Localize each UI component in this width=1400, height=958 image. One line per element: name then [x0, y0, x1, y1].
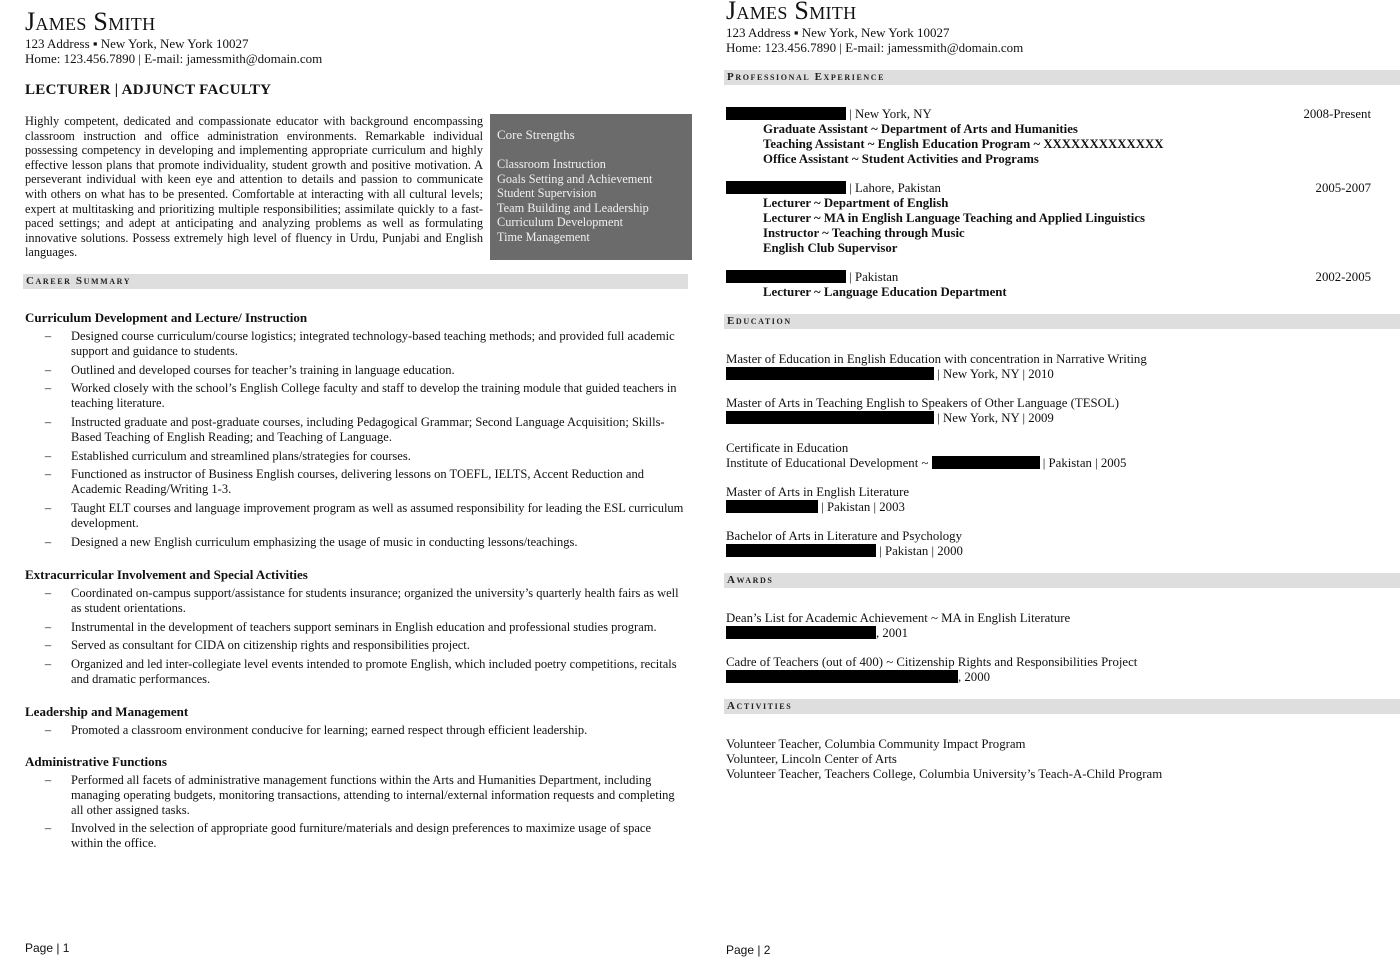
core-strength-item: Curriculum Development — [497, 215, 624, 230]
summary-group-curriculum — [25, 310, 690, 553]
degree-title: Master of Education in English Education with concentration in Narrative Writing — [726, 352, 1147, 366]
dash-bullet: – — [44, 821, 52, 836]
degree-detail-line — [726, 367, 1371, 382]
education-entry — [726, 529, 1371, 559]
education-entry — [726, 441, 1371, 471]
dash-bullet: – — [44, 362, 52, 377]
summary-group-extracurricular — [25, 567, 690, 691]
award-detail-line — [726, 670, 1371, 685]
redacted-institution — [726, 670, 958, 683]
degree-title: Master of Arts in Teaching English to Speakers of Other Language (TESOL) — [726, 396, 1119, 410]
degree-detail: | Pakistan | 2000 — [876, 544, 963, 558]
job-employer-line — [726, 270, 1371, 285]
redacted-institution — [932, 456, 1040, 469]
degree-detail-line — [726, 411, 1371, 426]
core-strengths-box — [490, 114, 692, 260]
redacted-institution — [726, 500, 818, 513]
list-item-text: Instrumental in the development of teachers support seminars in English education and professional studies program. — [71, 619, 657, 634]
experience-heading: Professional Experience — [724, 70, 1400, 85]
address-line: 123 Address ▪ New York, New York 10027 — [25, 36, 249, 51]
activities-heading: Activities — [724, 699, 1400, 714]
job-employer-line — [726, 181, 1371, 196]
degree-detail: | New York, NY | 2010 — [934, 367, 1054, 381]
list-item — [25, 773, 690, 817]
list-item — [25, 586, 690, 616]
awards-heading: Awards — [724, 573, 1400, 588]
phone-email-line: Home: 123.456.7890 | E-mail: jamessmith@domain.com — [726, 40, 1024, 55]
degree-detail-line — [726, 456, 1371, 471]
list-item — [25, 329, 690, 359]
list-item-text: Promoted a classroom environment conducive for learning; earned respect through efficient leadership. — [71, 723, 588, 737]
activity-item: Volunteer, Lincoln Center of Arts — [726, 752, 897, 766]
career-summary-heading: Career Summary — [23, 274, 688, 289]
degree-title: Master of Arts in English Literature — [726, 485, 910, 499]
dash-bullet: – — [44, 773, 52, 787]
address-line: 123 Address ▪ New York, New York 10027 — [726, 25, 950, 40]
page-number: Page | 2 — [726, 943, 771, 957]
list-item-text: Outlined and developed courses for teacher’s training in language education. — [71, 362, 455, 377]
degree-detail: | New York, NY | 2009 — [934, 411, 1054, 425]
job-title: Teaching Assistant ~ English Education Program ~ XXXXXXXXXXXXX — [763, 137, 1164, 151]
group-heading: Extracurricular Involvement and Special Activities — [25, 567, 308, 582]
job-title: Graduate Assistant ~ Department of Arts and Humanities — [763, 122, 1078, 136]
list-item-text: Performed all facets of administrative management functions within the Arts and Humanities Department, including managing operating budgets, monitoring transactions, attending to internal/external information requests and completing all other assigned tasks. — [71, 773, 675, 817]
phone-email-line: Home: 123.456.7890 | E-mail: jamessmith@domain.com — [25, 51, 323, 66]
job-years: 2002-2005 — [1315, 270, 1371, 284]
dash-bullet: – — [44, 414, 52, 429]
job-location: | Pakistan — [846, 270, 899, 284]
redacted-institution — [726, 544, 876, 557]
job-entry — [726, 181, 1371, 256]
redacted-employer — [726, 270, 846, 283]
job-title: Lecturer ~ Language Education Department — [763, 285, 1007, 299]
list-item-text: Established curriculum and streamlined plans/strategies for courses. — [71, 448, 411, 463]
job-employer-line — [726, 107, 1371, 122]
award-detail-line — [726, 626, 1371, 641]
activity-item: Volunteer Teacher, Teachers College, Columbia University’s Teach-A-Child Program — [726, 767, 1163, 781]
education-heading: Education — [724, 314, 1400, 329]
award-entry — [726, 655, 1371, 685]
core-strength-item: Time Management — [497, 229, 590, 244]
resume-page-2 — [700, 0, 1400, 958]
list-item-text: Functioned as instructor of Business English courses, delivering lessons on TOEFL, IELTS, Accent Reduction and Academic Reading/Writing 1-3. — [71, 467, 644, 497]
dash-bullet: – — [44, 500, 52, 515]
list-item-text: Taught ELT courses and language improvement program as well as assumed responsibility for leading the ESL curriculum development. — [71, 500, 684, 530]
list-item-text: Designed a new English curriculum emphasizing the usage of music in conducting lessons/teachings. — [71, 534, 578, 549]
header-block — [726, 0, 1023, 55]
award-detail: , 2000 — [958, 670, 990, 684]
core-strength-item: Goals Setting and Achievement — [497, 171, 653, 186]
dash-bullet: – — [44, 638, 52, 653]
job-title: Lecturer ~ MA in English Language Teaching and Applied Linguistics — [763, 211, 1146, 225]
job-entry — [726, 107, 1371, 167]
job-title: English Club Supervisor — [763, 241, 898, 255]
candidate-name: James Smith — [726, 0, 857, 25]
list-item — [25, 467, 690, 497]
degree-detail: | Pakistan | 2005 — [1039, 456, 1127, 470]
list-item — [25, 381, 690, 411]
job-location: | Lahore, Pakistan — [846, 181, 941, 195]
list-item — [25, 821, 690, 851]
core-strengths-title: Core Strengths — [497, 127, 575, 142]
list-item — [25, 638, 690, 653]
candidate-name: James Smith — [25, 7, 156, 36]
dash-bullet: – — [44, 467, 52, 482]
list-item-text: Organized and led inter-collegiate level events intended to promote English, which included poetry competitions, recitals and dramatic performances. — [71, 657, 677, 686]
role-title: LECTURER | ADJUNCT FACULTY — [25, 82, 272, 98]
job-years: 2005-2007 — [1315, 181, 1371, 195]
core-strength-item: Student Supervision — [497, 186, 597, 201]
list-item — [25, 620, 690, 635]
list-item-text: Worked closely with the school’s English College faculty and staff to develop the training module that guided teachers in teaching literature. — [71, 381, 677, 411]
job-entry — [726, 270, 1371, 300]
redacted-employer — [726, 181, 846, 194]
activities-list — [726, 737, 1371, 782]
award-entry — [726, 611, 1371, 641]
dash-bullet: – — [44, 381, 52, 396]
summary-group-leadership — [25, 704, 690, 742]
redacted-institution — [726, 411, 934, 424]
core-strength-item: Team Building and Leadership — [497, 200, 649, 215]
degree-detail-prefix: Institute of Educational Development ~ — [726, 456, 932, 470]
list-item-text: Involved in the selection of appropriate good furniture/materials and design preferences to maximize usage of space within the office. — [71, 821, 651, 851]
list-item — [25, 535, 690, 550]
group-heading: Administrative Functions — [25, 754, 167, 769]
list-item — [25, 501, 690, 531]
profile-summary: Highly competent, dedicated and compassionate educator with background encompassing classroom instruction and office administration environments. Remarkable individual possessing competency in developing and implementing appropriate curriculum and highly effective lesson plans that promote individuality, student growth and positive motivation. A perseverant individual with keen eye and attention to details and passion to communicate with others on what has to be presented. Comfortable at interacting with all cultural levels; expert at multitasking and prioritizing multiple responsibilities; assimilate quickly to a fast-paced settings; and adept at anticipating and analyzing problems as well as formulating innovative solutions. Possess extremely high level of fluency in Urdu, Punjabi and English languages. — [25, 114, 483, 260]
job-years: 2008-Present — [1303, 107, 1371, 121]
dash-bullet: – — [44, 723, 52, 737]
redacted-institution — [726, 626, 876, 639]
core-strength-item: Classroom Instruction — [497, 157, 606, 171]
redacted-institution — [726, 367, 934, 380]
degree-detail-line — [726, 500, 1371, 515]
education-entry — [726, 352, 1371, 382]
education-entry — [726, 485, 1371, 515]
dash-bullet: – — [44, 448, 52, 463]
award-title: Cadre of Teachers (out of 400) ~ Citizenship Rights and Responsibilities Project — [726, 655, 1138, 669]
activity-item: Volunteer Teacher, Columbia Community Impact Program — [726, 737, 1026, 751]
list-item-text: Designed course curriculum/course logistics; integrated technology-based teaching methods; and provided full academic support and guidance to students. — [71, 329, 675, 358]
degree-title: Certificate in Education — [726, 441, 849, 455]
award-detail: , 2001 — [876, 626, 908, 640]
dash-bullet: – — [44, 657, 52, 672]
degree-title: Bachelor of Arts in Literature and Psychology — [726, 529, 962, 543]
list-item-text: Instructed graduate and post-graduate courses, including Pedagogical Grammar; Second Language Acquisition; Skills-Based Teaching of English Reading; and Teaching of Language. — [71, 414, 665, 444]
list-item — [25, 449, 690, 464]
list-item — [25, 363, 690, 378]
page-number: Page | 1 — [25, 941, 70, 955]
dash-bullet: – — [44, 534, 52, 549]
redacted-employer — [726, 107, 846, 120]
award-title: Dean’s List for Academic Achievement ~ MA in English Literature — [726, 611, 1071, 625]
list-item — [25, 657, 690, 687]
header-block — [25, 8, 322, 66]
degree-detail-line — [726, 544, 1371, 559]
dash-bullet: – — [44, 329, 52, 343]
dash-bullet: – — [44, 586, 52, 600]
job-location: | New York, NY — [846, 107, 932, 121]
education-entry — [726, 396, 1371, 426]
job-title: Office Assistant ~ Student Activities and Programs — [763, 152, 1039, 166]
list-item-text: Coordinated on-campus support/assistance for students insurance; organized the university’s quarterly health fairs as well as student orientations. — [71, 586, 679, 615]
job-title: Instructor ~ Teaching through Music — [763, 226, 965, 240]
job-title: Lecturer ~ Department of English — [763, 196, 949, 210]
list-item — [25, 723, 690, 738]
dash-bullet: – — [44, 619, 52, 634]
degree-detail: | Pakistan | 2003 — [818, 500, 905, 514]
list-item — [25, 415, 690, 445]
group-heading: Curriculum Development and Lecture/ Instruction — [25, 310, 308, 325]
list-item-text: Served as consultant for CIDA on citizenship rights and responsibilities project. — [71, 638, 470, 653]
summary-group-administrative — [25, 754, 690, 855]
group-heading: Leadership and Management — [25, 704, 189, 719]
